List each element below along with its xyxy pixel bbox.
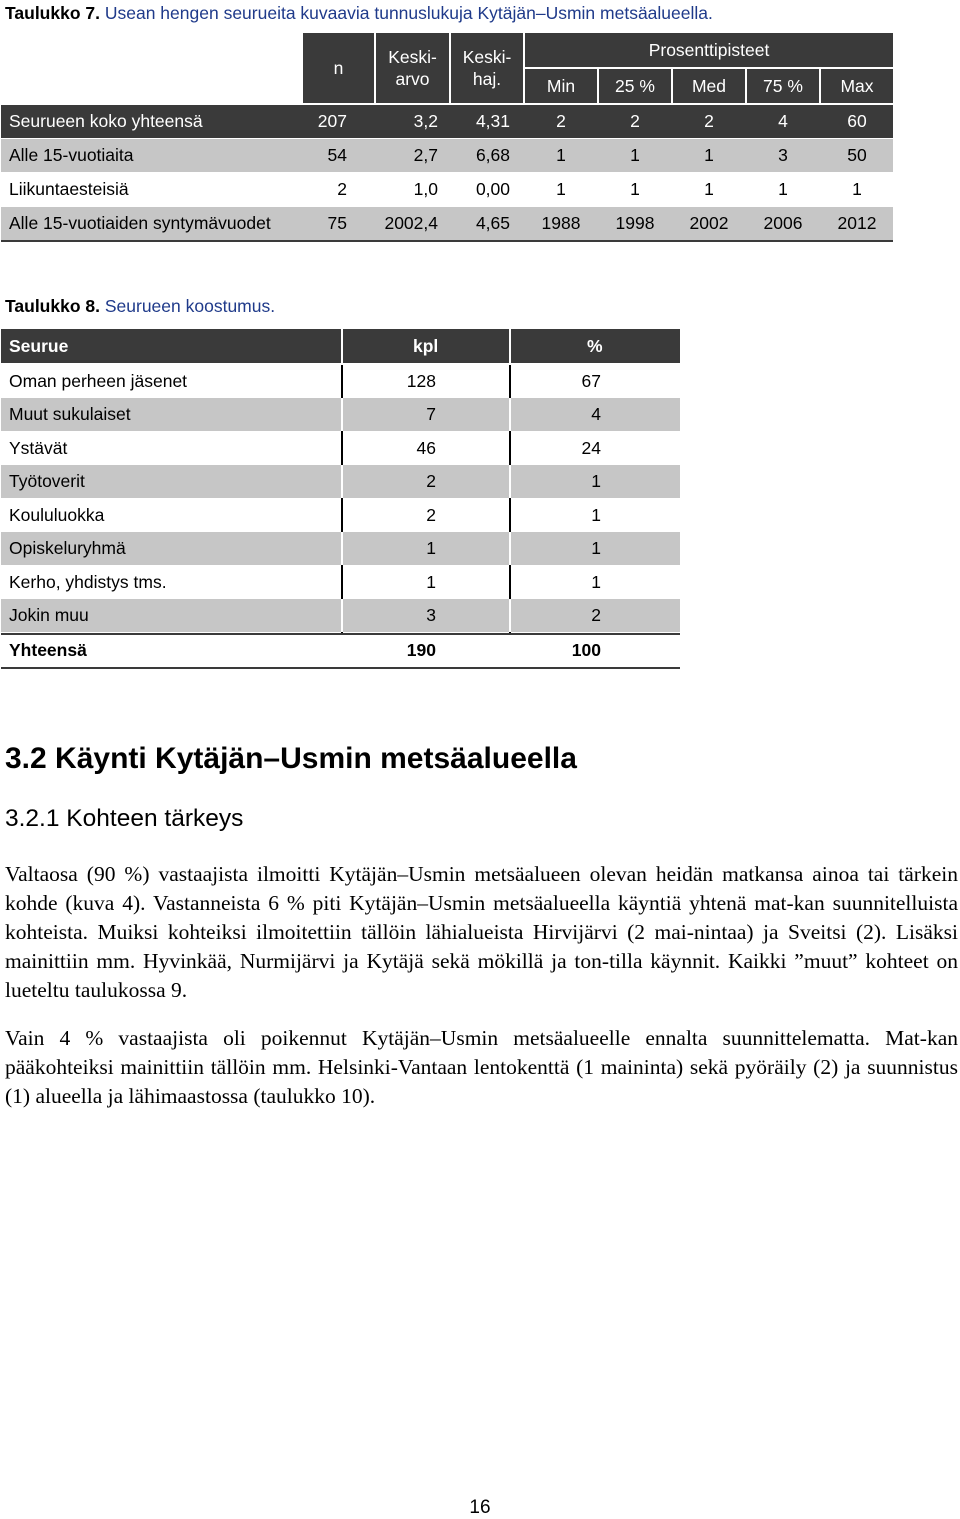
row-p75: 2006 — [763, 213, 803, 233]
row-label: Seurueen koko yhteensä — [9, 111, 203, 131]
row-med: 2 — [704, 111, 714, 131]
header-mean-line1: Keski- — [388, 47, 437, 67]
page-number: 16 — [469, 1497, 491, 1518]
header-min-text: Min — [546, 75, 576, 96]
table8-row-kpl: 1 — [426, 538, 436, 558]
row-p75: 1 — [778, 179, 788, 199]
header-sd-line2: haj. — [472, 69, 502, 89]
header-min — [525, 69, 597, 103]
table8-row-pct: 24 — [581, 438, 601, 458]
header-max-text: Max — [840, 75, 874, 96]
table8-row-kpl: 2 — [426, 471, 436, 491]
header-med — [673, 69, 745, 103]
table8-caption-text: Seurueen koostumus. — [104, 296, 276, 316]
header-percentiles-text: Prosenttipisteet — [648, 39, 770, 60]
table8-row-kpl: 1 — [426, 572, 436, 592]
table8-header-seurue-text: Seurue — [9, 335, 69, 356]
table8-caption-label: Taulukko 8. — [5, 296, 100, 316]
row-sd: 0,00 — [475, 179, 510, 199]
row-mean: 2,7 — [413, 145, 438, 165]
table7-caption-text: Usean hengen seurueita kuvaavia tunnuslukuja Kytäjän–Usmin metsäalueella. — [104, 3, 713, 23]
header-p75 — [747, 69, 819, 103]
table8-header-kpl-text: kpl — [413, 335, 439, 356]
table8-header-kpl — [343, 329, 509, 363]
table8-row-kpl: 46 — [416, 438, 436, 458]
table8-caption — [5, 296, 275, 317]
table8-row-pct: 67 — [581, 371, 601, 391]
table8-header-seurue — [1, 329, 341, 363]
row-max: 1 — [852, 179, 862, 199]
table8-row-label: Opiskeluryhmä — [9, 538, 126, 558]
table8-row-pct: 1 — [591, 505, 601, 525]
header-sd-line1: Keski- — [462, 47, 512, 67]
row-min: 1 — [556, 145, 566, 165]
section-heading: 3.2 Käynti Kytäjän–Usmin metsäalueella — [5, 742, 577, 775]
header-n-text: n — [333, 57, 344, 78]
header-percentiles — [525, 33, 893, 67]
table8-total-label: Yhteensä — [9, 640, 87, 660]
row-mean: 1,0 — [413, 179, 438, 199]
row-med: 2002 — [689, 213, 729, 233]
header-sd — [451, 33, 523, 103]
row-p25: 1 — [630, 179, 640, 199]
table8 — [1, 329, 680, 669]
row-n: 75 — [327, 213, 347, 233]
table8-header-pct — [511, 329, 680, 363]
table7-caption-label: Taulukko 7. — [5, 3, 100, 23]
table8-row-pct: 2 — [591, 605, 601, 625]
row-p75: 3 — [778, 145, 788, 165]
table8-row-pct: 1 — [591, 538, 601, 558]
header-p25-text: 25 % — [615, 75, 655, 96]
table8-row-pct: 1 — [591, 572, 601, 592]
table8-row-kpl: 3 — [426, 605, 436, 625]
paragraph-1: Valtaosa (90 %) vastaajista ilmoitti Kytäjän–Usmin metsäalueen olevan heidän matkansa ainoa tai tärkein kohde (kuva 4). Vastanneista 6 % piti Kytäjän–Usmin metsäalueella käyntiä yhtenä mat-kan suunnitelluista kohteista. Muiksi kohteiksi ilmoitettiin tällöin lähialueista Hirvijärvi (2 mai-nintaa) ja Sveitsi (2). Lisäksi mainittiin mm. Hyvinkää, Nurmijärvi ja Kytäjä sekä mökillä ja ton-tilla käynnit. Kaikki ”muut” kohteet on lueteltu taulukossa 9. — [5, 862, 958, 1002]
table8-row-pct: 4 — [591, 404, 601, 424]
table7-bottom-rule — [1, 240, 893, 242]
row-n: 54 — [327, 145, 347, 165]
table8-row-kpl: 128 — [406, 371, 436, 391]
subsection-heading: 3.2.1 Kohteen tärkeys — [5, 805, 244, 832]
row-mean: 2002,4 — [384, 213, 438, 233]
row-p25: 1 — [630, 145, 640, 165]
header-p75-text: 75 % — [763, 75, 803, 96]
table8-bottom-rule — [1, 667, 680, 669]
table8-total-pct: 100 — [571, 640, 601, 660]
row-p25: 2 — [630, 111, 640, 131]
table8-row-label: Muut sukulaiset — [9, 404, 131, 424]
row-label: Alle 15-vuotiaiden syntymävuodet — [9, 213, 271, 233]
table7 — [1, 33, 893, 241]
table8-row-label: Ystävät — [9, 438, 68, 458]
table8-row-pct: 1 — [591, 471, 601, 491]
row-label: Alle 15-vuotiaita — [9, 145, 134, 165]
row-min: 1988 — [541, 213, 581, 233]
header-n — [303, 33, 374, 103]
table8-row-kpl: 2 — [426, 505, 436, 525]
row-n: 2 — [337, 179, 347, 199]
row-n: 207 — [317, 111, 347, 131]
row-label: Liikuntaesteisiä — [9, 179, 129, 199]
row-min: 1 — [556, 179, 566, 199]
row-med: 1 — [704, 145, 714, 165]
header-max — [821, 69, 893, 103]
row-p75: 4 — [778, 111, 788, 131]
table8-row-kpl: 7 — [426, 404, 436, 424]
header-p25 — [599, 69, 671, 103]
header-mean-line2: arvo — [395, 69, 430, 89]
table8-row-label: Jokin muu — [9, 605, 89, 625]
row-sd: 4,31 — [475, 111, 510, 131]
row-max: 2012 — [837, 213, 877, 233]
table8-header-pct-text: % — [587, 335, 603, 356]
row-sd: 4,65 — [475, 213, 510, 233]
paragraph-2: Vain 4 % vastaajista oli poikennut Kytäjän–Usmin metsäalueelle ennalta suunnittelematta. Mat-kan pääkohteiksi mainittiin tällöin mm. Helsinki-Vantaan lentokenttä (1 maininta) sekä pyöräily (2) ja suunnistus (1) alueella ja lähimaastossa (taulukko 10). — [5, 1026, 958, 1108]
table8-total-kpl: 190 — [406, 640, 436, 660]
table8-row-label: Oman perheen jäsenet — [9, 371, 188, 391]
row-med: 1 — [704, 179, 714, 199]
table8-row-label: Kerho, yhdistys tms. — [9, 572, 167, 592]
row-mean: 3,2 — [413, 111, 438, 131]
row-sd: 6,68 — [475, 145, 510, 165]
table7-caption — [5, 3, 713, 24]
row-min: 2 — [556, 111, 566, 131]
header-med-text: Med — [691, 75, 727, 96]
row-p25: 1998 — [615, 213, 655, 233]
table8-row-label: Koululuokka — [9, 505, 105, 525]
header-mean — [376, 33, 449, 103]
row-max: 50 — [847, 145, 867, 165]
table8-row-label: Työtoverit — [9, 471, 85, 491]
row-max: 60 — [847, 111, 867, 131]
